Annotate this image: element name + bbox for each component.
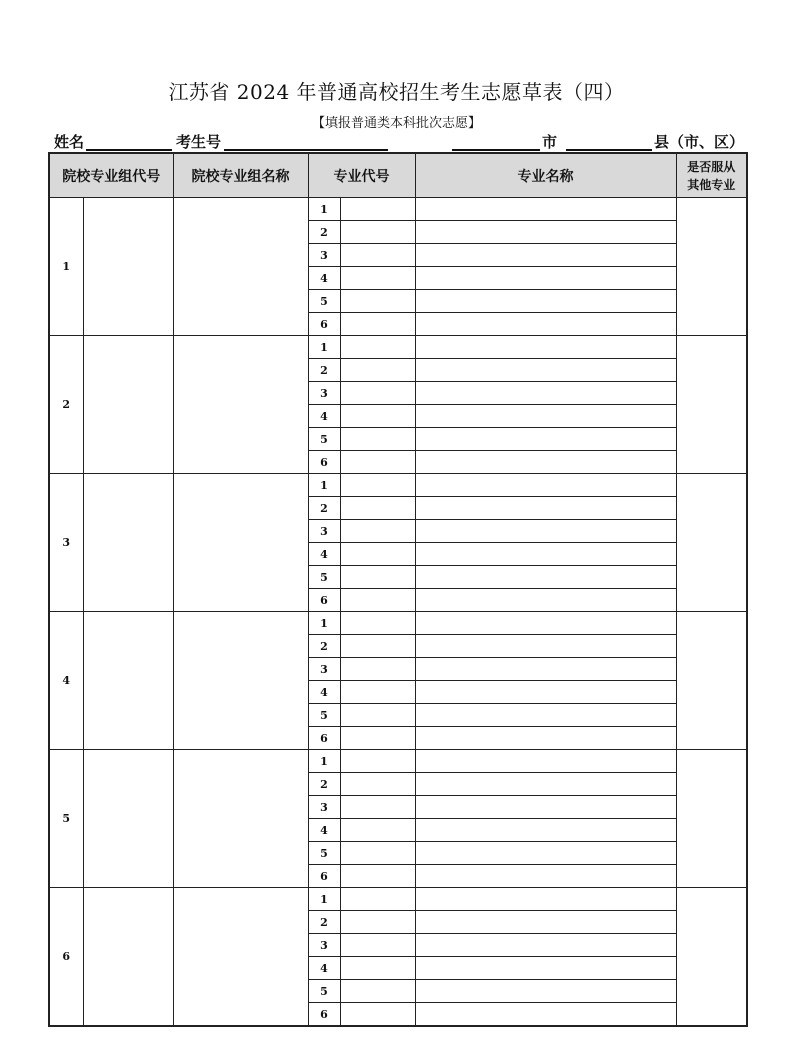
info-line [0, 131, 793, 151]
major-index: 6 [308, 865, 340, 888]
major-index: 4 [308, 543, 340, 566]
group-number: 6 [49, 888, 83, 1027]
major-name-cell[interactable] [415, 497, 676, 520]
major-name-cell[interactable] [415, 750, 676, 773]
major-index: 4 [308, 957, 340, 980]
major-index: 2 [308, 221, 340, 244]
major-code-cell[interactable] [340, 451, 415, 474]
major-code-cell[interactable] [340, 796, 415, 819]
group-name-cell[interactable] [173, 474, 308, 612]
major-index: 5 [308, 566, 340, 589]
major-code-cell[interactable] [340, 566, 415, 589]
major-name-cell[interactable] [415, 911, 676, 934]
major-name-cell[interactable] [415, 934, 676, 957]
major-name-cell[interactable] [415, 980, 676, 1003]
major-name-cell[interactable] [415, 405, 676, 428]
major-code-cell[interactable] [340, 842, 415, 865]
major-code-cell[interactable] [340, 198, 415, 221]
major-index: 4 [308, 405, 340, 428]
major-index: 2 [308, 635, 340, 658]
major-code-cell[interactable] [340, 336, 415, 359]
major-code-cell[interactable] [340, 934, 415, 957]
major-name-cell[interactable] [415, 681, 676, 704]
major-index: 2 [308, 911, 340, 934]
major-name-cell[interactable] [415, 819, 676, 842]
header-row [49, 153, 747, 198]
major-name-cell[interactable] [415, 336, 676, 359]
page-title: 江苏省 2024 年普通高校招生考生志愿草表（四） [168, 80, 625, 104]
major-index: 1 [308, 750, 340, 773]
header-obey-line1: 是否服从 [687, 159, 736, 174]
major-code-cell[interactable] [340, 267, 415, 290]
major-index: 3 [308, 796, 340, 819]
table-row [49, 198, 747, 221]
major-name-cell[interactable] [415, 589, 676, 612]
major-index: 2 [308, 773, 340, 796]
major-index: 3 [308, 934, 340, 957]
major-name-cell[interactable] [415, 796, 676, 819]
group-code-cell[interactable] [83, 750, 173, 888]
group-number: 1 [49, 198, 83, 336]
major-name-cell[interactable] [415, 428, 676, 451]
major-name-cell[interactable] [415, 957, 676, 980]
major-name-cell[interactable] [415, 198, 676, 221]
group-code-cell[interactable] [83, 336, 173, 474]
major-name-cell[interactable] [415, 865, 676, 888]
major-code-cell[interactable] [340, 405, 415, 428]
group-code-cell[interactable] [83, 888, 173, 1027]
major-name-cell[interactable] [415, 612, 676, 635]
major-index: 1 [308, 612, 340, 635]
major-code-cell[interactable] [340, 497, 415, 520]
city-field[interactable] [452, 149, 540, 151]
group-number: 3 [49, 474, 83, 612]
major-index: 2 [308, 359, 340, 382]
major-index: 5 [308, 842, 340, 865]
major-index: 6 [308, 1003, 340, 1027]
major-name-cell[interactable] [415, 566, 676, 589]
major-name-cell[interactable] [415, 520, 676, 543]
major-name-cell[interactable] [415, 773, 676, 796]
major-code-cell[interactable] [340, 980, 415, 1003]
major-index: 5 [308, 704, 340, 727]
major-code-cell[interactable] [340, 474, 415, 497]
major-name-cell[interactable] [415, 221, 676, 244]
major-code-cell[interactable] [340, 727, 415, 750]
exam-no-label: 考生号 [176, 133, 222, 151]
major-name-cell[interactable] [415, 635, 676, 658]
major-code-cell[interactable] [340, 865, 415, 888]
major-index: 6 [308, 589, 340, 612]
major-index: 1 [308, 474, 340, 497]
major-index: 5 [308, 980, 340, 1003]
obey-cell[interactable] [676, 474, 747, 612]
major-index: 5 [308, 428, 340, 451]
header-major-code: 专业代号 [308, 153, 415, 198]
major-code-cell[interactable] [340, 681, 415, 704]
major-name-cell[interactable] [415, 1003, 676, 1027]
major-code-cell[interactable] [340, 658, 415, 681]
major-name-cell[interactable] [415, 451, 676, 474]
group-name-cell[interactable] [173, 198, 308, 336]
major-name-cell[interactable] [415, 244, 676, 267]
group-name-cell[interactable] [173, 888, 308, 1027]
major-index: 4 [308, 267, 340, 290]
major-index: 1 [308, 888, 340, 911]
major-name-cell[interactable] [415, 888, 676, 911]
major-code-cell[interactable] [340, 750, 415, 773]
major-code-cell[interactable] [340, 911, 415, 934]
major-name-cell[interactable] [415, 842, 676, 865]
major-code-cell[interactable] [340, 773, 415, 796]
major-index: 4 [308, 681, 340, 704]
major-code-cell[interactable] [340, 957, 415, 980]
group-code-cell[interactable] [83, 474, 173, 612]
major-index: 4 [308, 819, 340, 842]
group-name-cell[interactable] [173, 612, 308, 750]
group-name-cell[interactable] [173, 750, 308, 888]
group-number: 2 [49, 336, 83, 474]
table-row [49, 336, 747, 359]
exam-no-field[interactable] [224, 149, 388, 151]
major-name-cell[interactable] [415, 727, 676, 750]
major-code-cell[interactable] [340, 819, 415, 842]
major-index: 6 [308, 727, 340, 750]
major-index: 6 [308, 451, 340, 474]
table-row [49, 888, 747, 911]
major-code-cell[interactable] [340, 635, 415, 658]
obey-cell[interactable] [676, 888, 747, 1027]
obey-cell[interactable] [676, 612, 747, 750]
major-code-cell[interactable] [340, 543, 415, 566]
name-field[interactable] [86, 149, 172, 151]
major-code-cell[interactable] [340, 704, 415, 727]
county-field[interactable] [566, 149, 652, 151]
header-obey [676, 153, 747, 198]
obey-cell[interactable] [676, 750, 747, 888]
major-name-cell[interactable] [415, 267, 676, 290]
major-index: 5 [308, 290, 340, 313]
group-number: 4 [49, 612, 83, 750]
major-index: 3 [308, 244, 340, 267]
header-obey-line2: 其他专业 [687, 177, 736, 192]
major-code-cell[interactable] [340, 589, 415, 612]
group-code-cell[interactable] [83, 198, 173, 336]
header-group-code: 院校专业组代号 [49, 153, 173, 198]
obey-cell[interactable] [676, 336, 747, 474]
major-name-cell[interactable] [415, 474, 676, 497]
group-number: 5 [49, 750, 83, 888]
major-index: 6 [308, 313, 340, 336]
major-name-cell[interactable] [415, 382, 676, 405]
major-code-cell[interactable] [340, 382, 415, 405]
major-index: 1 [308, 198, 340, 221]
major-code-cell[interactable] [340, 290, 415, 313]
table-row [49, 474, 747, 497]
table-body [49, 198, 747, 1027]
group-name-cell[interactable] [173, 336, 308, 474]
major-name-cell[interactable] [415, 290, 676, 313]
major-code-cell[interactable] [340, 244, 415, 267]
major-code-cell[interactable] [340, 888, 415, 911]
major-code-cell[interactable] [340, 428, 415, 451]
major-index: 1 [308, 336, 340, 359]
page-subtitle: 【填报普通类本科批次志愿】 [311, 116, 481, 131]
header-group-name: 院校专业组名称 [173, 153, 308, 198]
major-code-cell[interactable] [340, 359, 415, 382]
major-name-cell[interactable] [415, 543, 676, 566]
major-name-cell[interactable] [415, 658, 676, 681]
major-code-cell[interactable] [340, 1003, 415, 1027]
major-name-cell[interactable] [415, 359, 676, 382]
major-index: 3 [308, 520, 340, 543]
name-label: 姓名 [54, 133, 85, 151]
major-code-cell[interactable] [340, 520, 415, 543]
table-row [49, 750, 747, 773]
major-code-cell[interactable] [340, 221, 415, 244]
city-label: 市 [542, 133, 558, 151]
obey-cell[interactable] [676, 198, 747, 336]
major-name-cell[interactable] [415, 704, 676, 727]
major-index: 3 [308, 658, 340, 681]
major-index: 3 [308, 382, 340, 405]
major-code-cell[interactable] [340, 313, 415, 336]
header-major-name: 专业名称 [415, 153, 676, 198]
group-code-cell[interactable] [83, 612, 173, 750]
major-name-cell[interactable] [415, 313, 676, 336]
application-table [48, 152, 748, 1027]
county-label: 县（市、区） [654, 133, 745, 151]
table-row [49, 612, 747, 635]
major-index: 2 [308, 497, 340, 520]
major-code-cell[interactable] [340, 612, 415, 635]
